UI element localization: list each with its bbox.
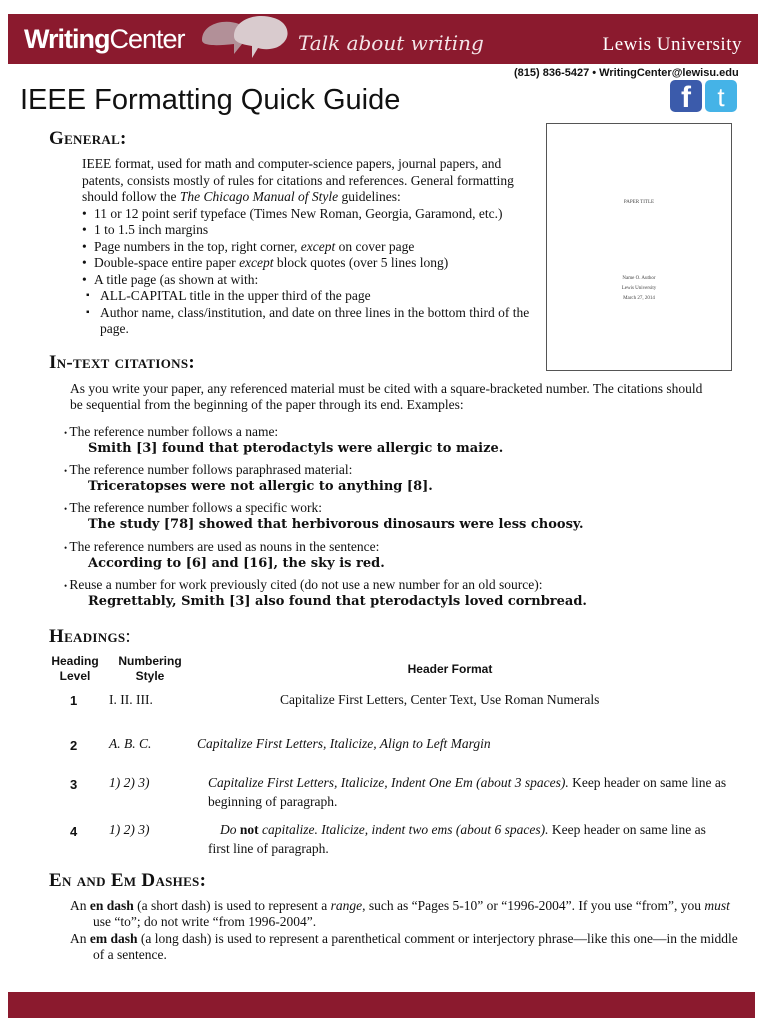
twitter-icon[interactable]: t [705,80,737,112]
citation-example [64,424,724,457]
title-page-preview [546,123,732,371]
numbering-style: 1) 2) 3) [109,822,150,837]
citation-example [64,462,724,495]
preview-author-block [547,274,731,304]
en-dash-paragraph: An en dash (a short dash) is used to represent a range, such as “Pages 5-10” or “1996-2004”. If you use “from”, you must use “to”; do not write “from 1996-2004”. [70,898,730,929]
section-heading-general: General: [49,128,127,149]
header-format: Capitalize First Letters, Center Text, Use Roman Numerals [280,692,600,707]
citation-example [64,500,724,533]
heading-level: 2 [70,738,78,753]
header-format: Capitalize First Letters, Italicize, Align to Left Margin [197,736,491,751]
numbering-style: I. II. III. [109,692,153,707]
list-item: • Page numbers in the top, right corner, except on cover page [82,239,542,256]
numbering-style: 1) 2) 3) [109,775,150,790]
citation-example-text: Regrettably, Smith [3] also found that pterodactyls loved cornbread. [88,594,587,609]
general-body [82,156,542,338]
heading-level: 4 [70,824,78,839]
citations-intro: As you write your paper, any referenced material must be cited with a square-bracketed number. The citations should be sequential from the beginning of the paper through its end. Examples: [70,381,703,412]
footer-bar [8,992,755,1018]
citation-example-text: Triceratopses were not allergic to anything [8]. [88,479,433,494]
preview-title: PAPER TITLE [623,200,655,205]
list-item: • 1 to 1.5 inch margins [82,222,542,239]
citation-lead: • Reuse a number for work previously cited (do not use a new number for an old source): [64,577,543,592]
preview-date: March 27, 2014 [623,296,655,301]
section-heading-dashes: En and Em Dashes: [49,870,207,891]
list-item: ▪ Author name, class/institution, and date on three lines in the bottom third of the page. [86,305,542,338]
citation-example [64,539,724,572]
university-name: Lewis University [602,34,742,55]
citation-example-text: According to [6] and [16], the sky is red. [88,556,385,571]
list-item: ▪ ALL-CAPITAL title in the upper third of the page [86,288,542,305]
preview-institution: Lewis University [621,286,657,291]
header-format: Capitalize First Letters, Italicize, Indent One Em (about 3 spaces). Keep header on same line as beginning of paragraph. [208,775,727,809]
citation-lead: • The reference number follows a name: [64,424,278,439]
list-item: • 11 or 12 point serif typeface (Times New Roman, Georgia, Garamond, etc.) [82,206,542,223]
general-bullets [82,206,542,289]
section-heading-citations: In-text citations: [49,352,196,373]
list-item: • Double-space entire paper except block quotes (over 5 lines long) [82,255,542,272]
em-dash-paragraph: An em dash (a long dash) is used to represent a parenthetical comment or interjectory phrase—like this one—in the middle of a sentence. [70,931,738,962]
header-banner [8,14,758,64]
citation-lead: • The reference number follows paraphrased material: [64,462,352,477]
speech-bubbles-icon [194,10,294,70]
tagline: Talk about writing [298,31,484,55]
page-title: IEEE Formatting Quick Guide [20,84,401,116]
column-header-level: Heading Level [51,654,99,683]
citation-lead: • The reference numbers are used as nouns in the sentence: [64,539,379,554]
column-header-style: Numbering Style [118,654,182,683]
header-format: Do not capitalize. Italicize, indent two ems (about 6 spaces). Keep header on same line as first line of paragraph. [208,822,706,856]
citation-example-text: The study [78] showed that herbivorous dinosaurs were less choosy. [88,517,584,532]
contact-info[interactable]: (815) 836-5427 • WritingCenter@lewisu.edu [514,67,739,79]
citation-example [64,577,724,610]
title-page-subbullets [82,288,542,338]
writing-center-logo[interactable]: WritingCenter [24,24,185,54]
facebook-icon[interactable]: f [670,80,702,112]
preview-author: Name O. Author [622,276,656,281]
general-intro: IEEE format, used for math and computer-science papers, journal papers, and patents, consists mostly of rules for citations and references. General formatting should follow the The Chicago Manual of Style guidelines: [82,156,514,204]
heading-level: 3 [70,777,78,792]
citation-example-text: Smith [3] found that pterodactyls were allergic to maize. [88,441,504,456]
column-header-format: Header Format [407,662,493,676]
heading-level: 1 [70,693,78,708]
section-heading-headings: Headings: [49,626,132,647]
citation-lead: • The reference number follows a specific work: [64,500,322,515]
numbering-style: A. B. C. [109,736,152,751]
list-item: • A title page (as shown at with: [82,272,542,289]
